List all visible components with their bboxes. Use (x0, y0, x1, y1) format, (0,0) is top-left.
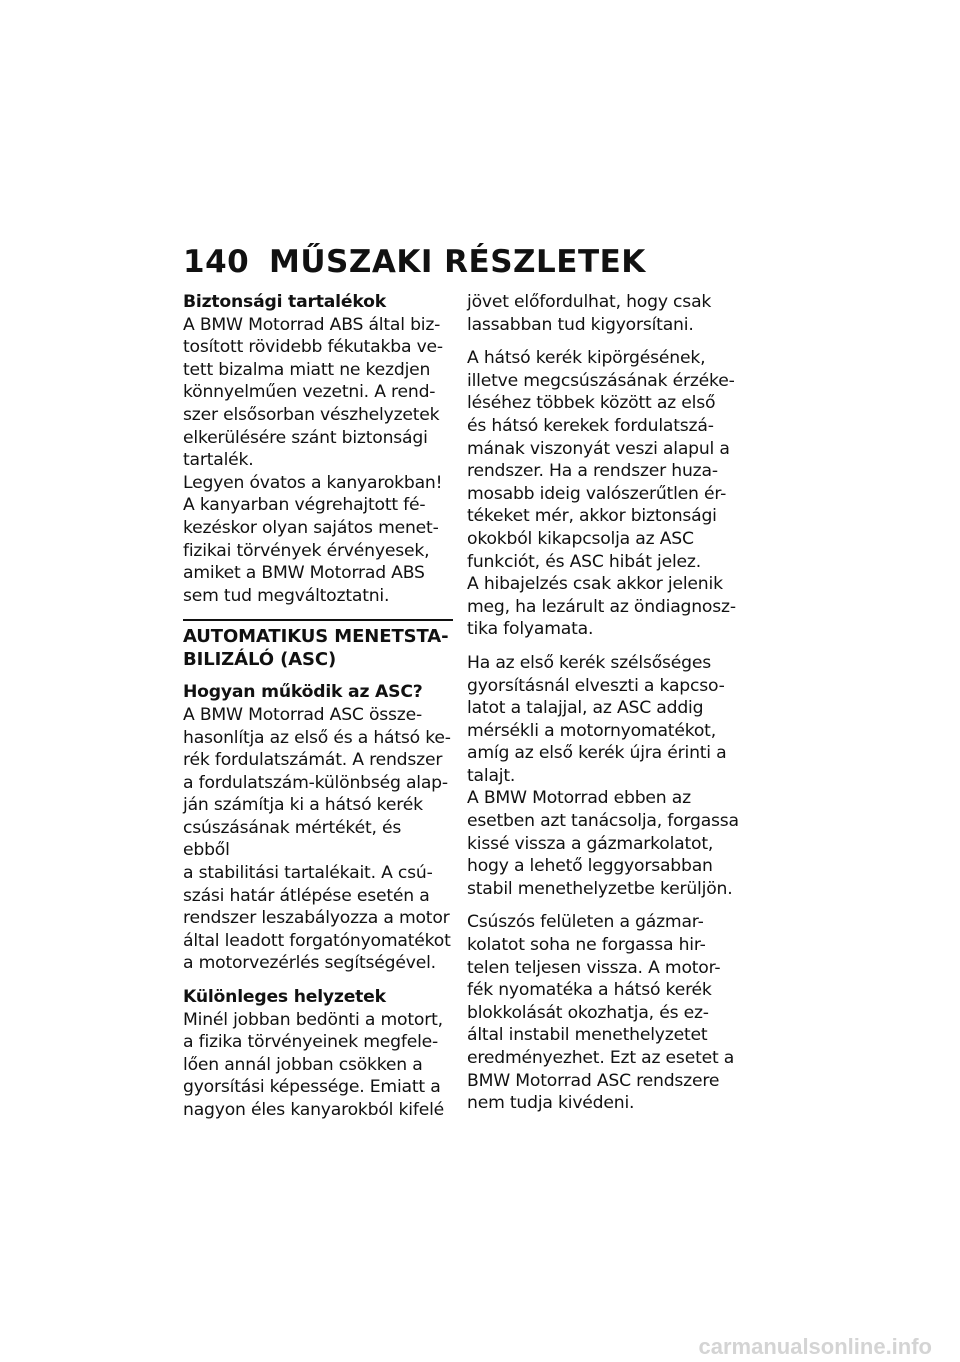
text-line: gyorsítási képessége. Emiatt a (183, 1077, 441, 1098)
text-line: hasonlítja az első és a hátsó ke- (183, 727, 451, 748)
text-line: rendszer leszabályozza a motor (183, 908, 450, 929)
right-column (467, 291, 742, 1115)
text-line: által leadott forgatónyomatékot (183, 930, 451, 951)
text-line: fék nyomatéka a hátsó kerék (467, 980, 712, 1001)
text-line: léséhez többek között az első (467, 393, 716, 414)
text-line: könnyelműen vezetni. A rend- (183, 382, 436, 403)
text-line: amiket a BMW Motorrad ABS (183, 563, 425, 584)
text-line: illetve megcsúszásának érzéke- (467, 370, 735, 391)
text-line: elkerülésére szánt biztonsági (183, 427, 428, 448)
text-line: szer elsősorban vészhelyzetek (183, 404, 440, 425)
text-line: funkciót, és ASC hibát jelez. (467, 551, 702, 572)
text-line: Minél jobban bedönti a motort, (183, 1009, 443, 1030)
text-line: hogy a lehető leggyorsabban (467, 856, 713, 877)
text-line: amíg az első kerék újra érinti a (467, 743, 727, 764)
text-line: A BMW Motorrad ABS által biz- (183, 314, 441, 335)
paragraph (183, 472, 453, 608)
page-header (183, 244, 646, 280)
paragraph (467, 291, 742, 336)
text-line: sem tud megváltoztatni. (183, 585, 390, 606)
text-line: BILIZÁLÓ (ASC) (183, 649, 337, 671)
text-line: talajt. (467, 765, 516, 786)
text-line: tett bizalma miatt ne kezdjen (183, 359, 431, 380)
paragraph (467, 347, 742, 573)
text-line: által instabil menethelyzetet (467, 1025, 708, 1046)
text-line: A BMW Motorrad ebben az (467, 788, 691, 809)
text-line: stabil menethelyzetbe kerüljön. (467, 878, 733, 899)
text-line: tika folyamata. (467, 619, 594, 640)
text-line: nem tudja kivédeni. (467, 1093, 635, 1114)
text-line: A hátsó kerék kipörgésének, (467, 348, 706, 369)
text-line: rék fordulatszámát. A rendszer (183, 750, 443, 771)
text-line: mérsékli a motornyomatékot, (467, 720, 716, 741)
text-line: Csúszós felületen a gázmar- (467, 912, 704, 933)
text-line: lően annál jobban csökken a (183, 1054, 423, 1075)
text-line: csúszásának mértékét, és ebből (183, 817, 402, 861)
text-line: meg, ha lezárult az öndiagnosz- (467, 596, 736, 617)
text-line: a motorvezérlés segítségével. (183, 953, 436, 974)
text-line: nagyon éles kanyarokból kifelé (183, 1100, 445, 1120)
paragraph (467, 573, 742, 641)
text-line: kezéskor olyan sajátos menet- (183, 517, 439, 538)
text-line: ján számítja ki a hátsó kerék (183, 795, 423, 816)
text-line: a fizika törvényeinek megfele- (183, 1032, 439, 1053)
text-line: fizikai törvények érvényesek, (183, 540, 430, 561)
text-line: és hátsó kerekek fordulatszá- (467, 415, 714, 436)
text-line: rendszer. Ha a rendszer huza- (467, 461, 718, 482)
text-line: esetben azt tanácsolja, forgassa (467, 811, 739, 832)
text-line: szási határ átlépése esetén a (183, 885, 430, 906)
text-line: eredményezhet. Ezt az esetet a (467, 1048, 735, 1068)
page-title: MŰSZAKI RÉSZLETEK (269, 244, 646, 280)
paragraph (183, 704, 453, 975)
subheading-how: Hogyan működik az ASC? (183, 682, 423, 703)
text-line: lassabban tud kigyorsítani. (467, 314, 694, 335)
text-line: A BMW Motorrad ASC össze- (183, 704, 422, 725)
text-line: a fordulatszám-különbség alap- (183, 772, 448, 793)
text-line: tékeket mér, akkor biztonsági (467, 506, 717, 527)
paragraph (467, 911, 742, 1114)
section-heading (183, 625, 453, 671)
left-column (183, 291, 453, 1122)
text-line: gyorsításnál elveszti a kapcso- (467, 675, 725, 696)
paragraph (467, 787, 742, 900)
text-line: jövet előfordulhat, hogy csak (467, 292, 712, 312)
text-line: mosabb ideig valószerűtlen ér- (467, 483, 727, 504)
section-divider (183, 619, 453, 621)
text-line: mának viszonyát veszi alapul a (467, 438, 730, 459)
text-line: kissé vissza a gázmarkolatot, (467, 833, 714, 854)
subheading-safety: Biztonsági tartalékok (183, 292, 386, 312)
paragraph (183, 1009, 453, 1122)
text-line: AUTOMATIKUS MENETSTA- (183, 626, 449, 648)
watermark-link[interactable]: carmanualsonline.info (698, 1334, 932, 1359)
text-line: tartalék. (183, 450, 254, 471)
paragraph (467, 652, 742, 788)
subheading-special: Különleges helyzetek (183, 987, 386, 1008)
text-line: a stabilitási tartalékait. A csú- (183, 863, 433, 884)
text-line: BMW Motorrad ASC rendszere (467, 1070, 720, 1091)
text-line: tosított rövidebb fékutakba ve- (183, 337, 443, 358)
text-line: Ha az első kerék szélsőséges (467, 652, 711, 673)
text-line: A hibajelzés csak akkor jelenik (467, 574, 723, 595)
text-line: telen teljesen vissza. A motor- (467, 957, 721, 978)
page-number: 140 (183, 244, 250, 280)
text-line: Legyen óvatos a kanyarokban! (183, 472, 443, 493)
text-line: A kanyarban végrehajtott fé- (183, 495, 426, 516)
text-line: okokból kikapcsolja az ASC (467, 528, 694, 549)
text-line: latot a talajjal, az ASC addig (467, 698, 704, 719)
paragraph (183, 314, 453, 472)
text-line: blokkolását okozhatja, és ez- (467, 1002, 709, 1023)
text-line: kolatot soha ne forgassa hir- (467, 935, 706, 956)
